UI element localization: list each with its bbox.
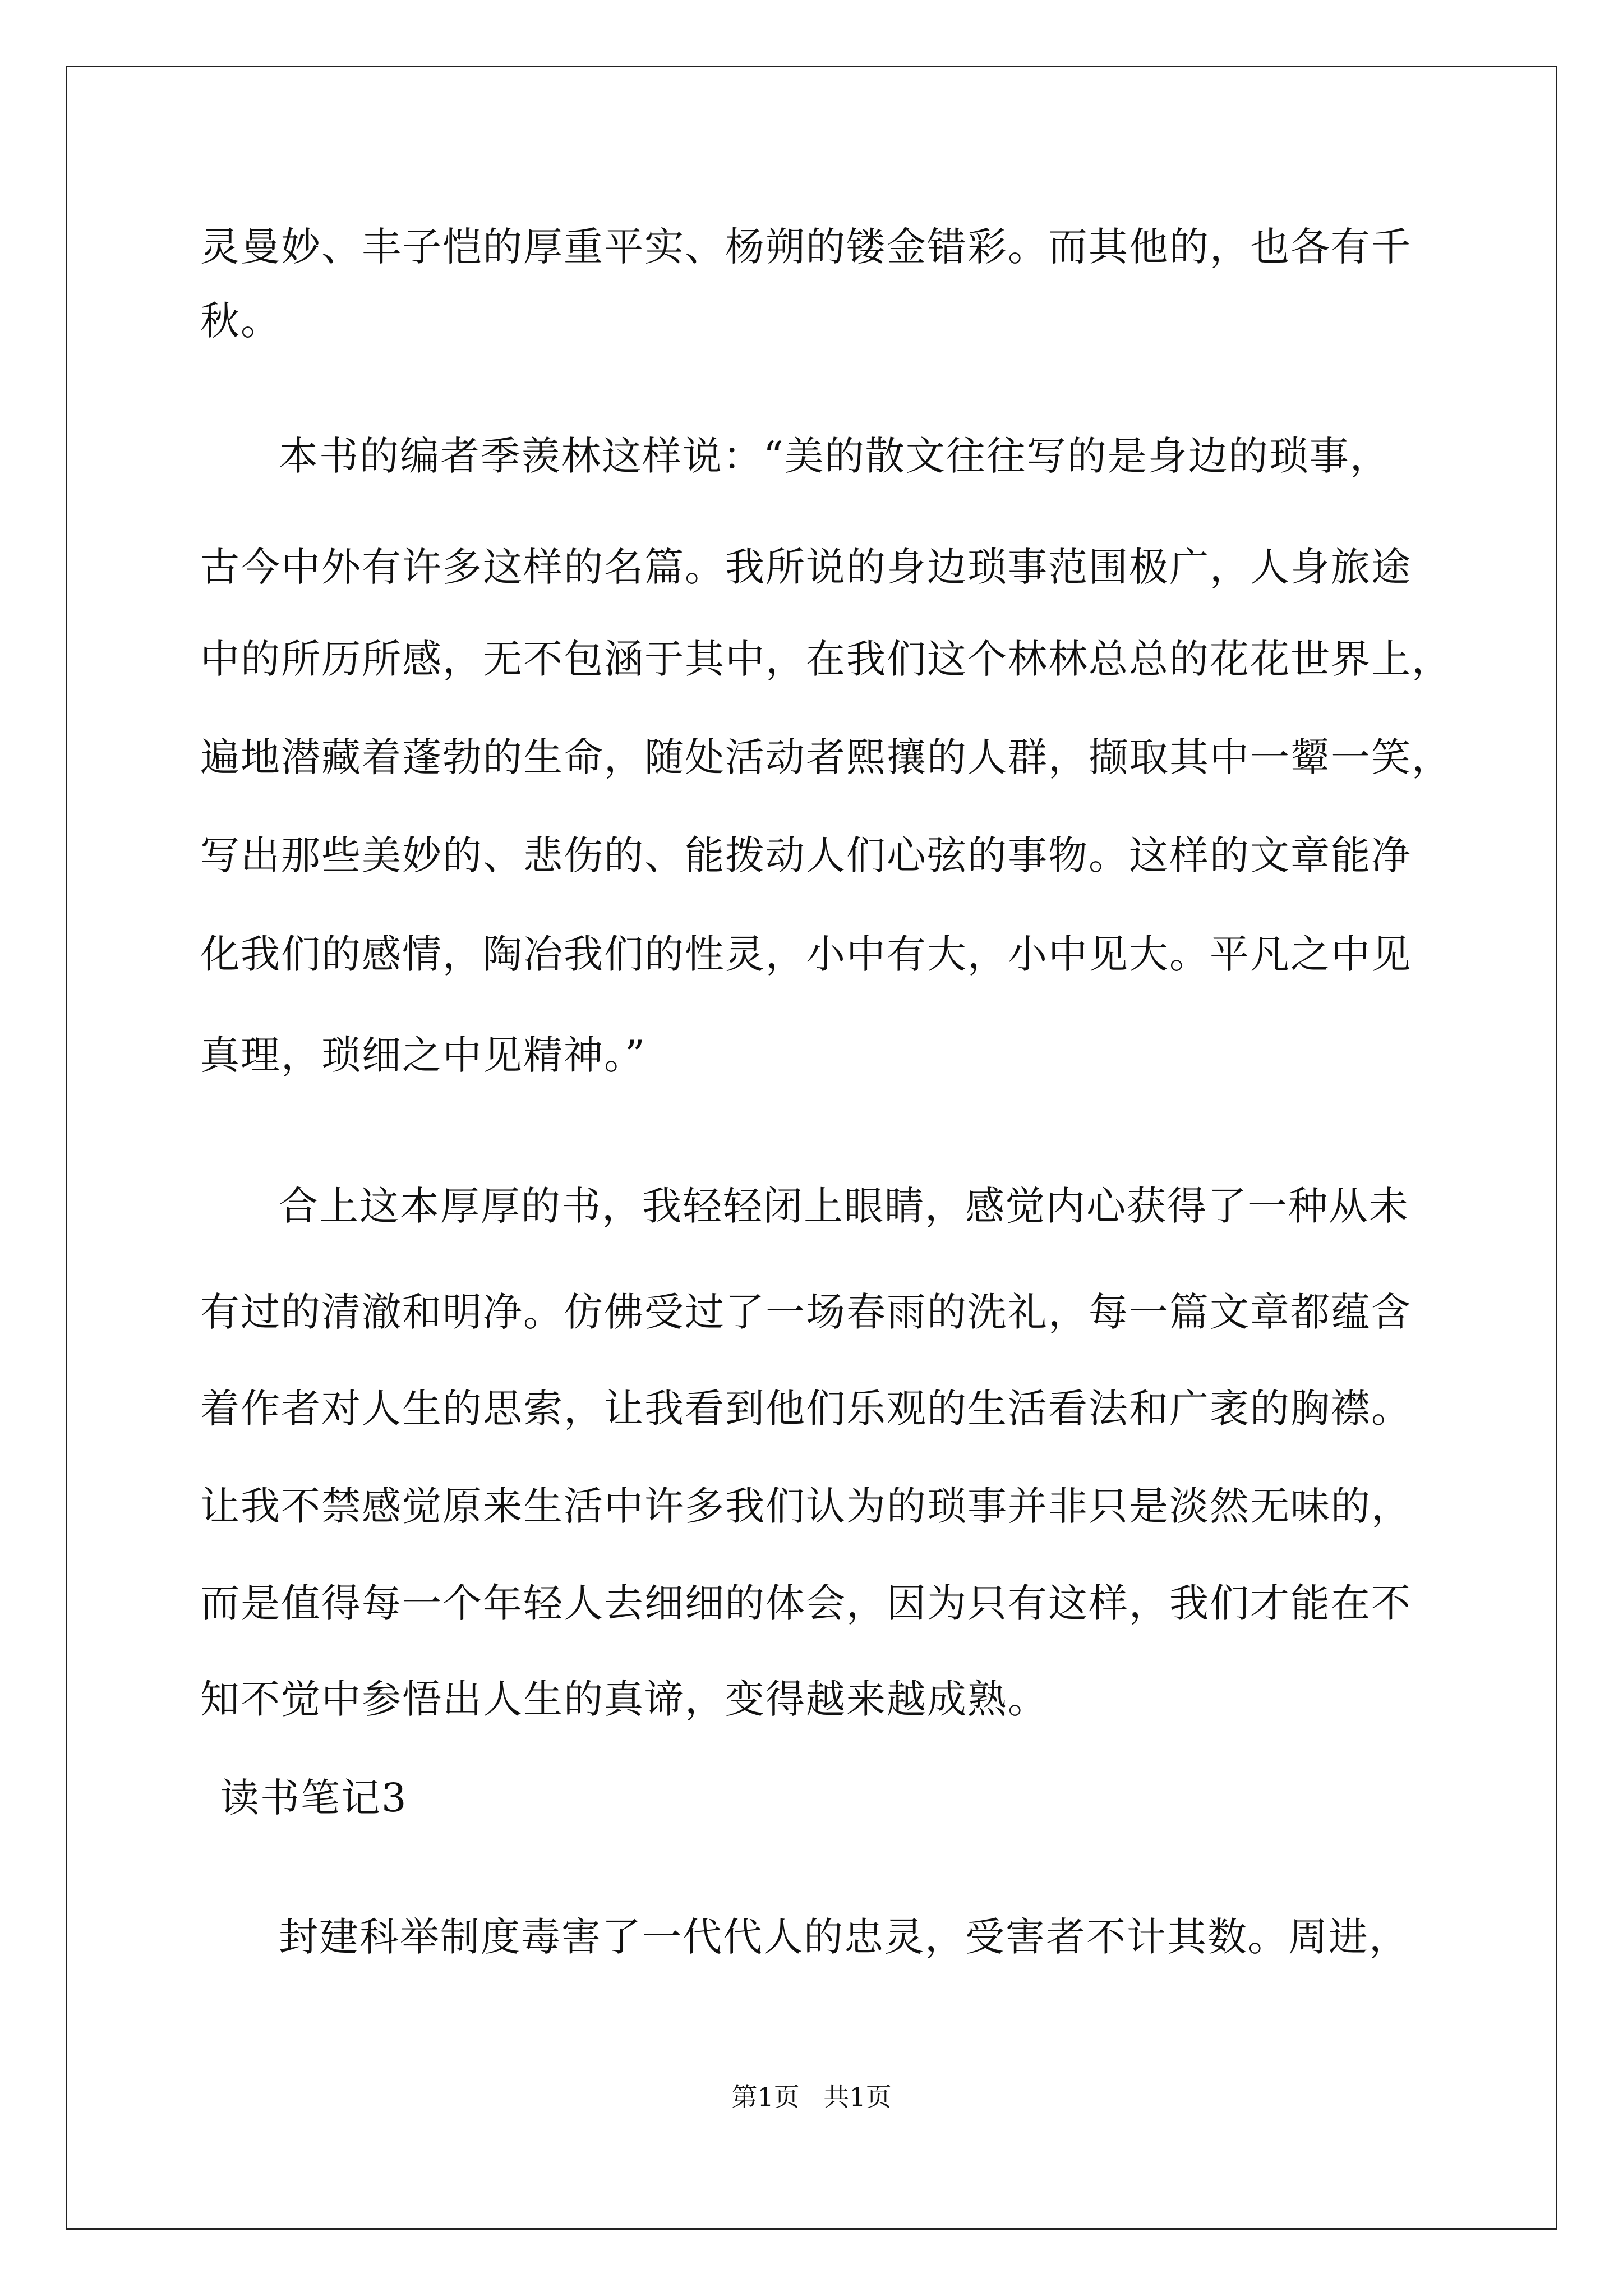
text-line: 灵曼妙、丰子恺的厚重平实、杨朔的镂金错彩。而其他的，也各有千	[200, 224, 1412, 270]
page-footer	[0, 2080, 1623, 2114]
text-line: 中的所历所感，无不包涵于其中，在我们这个林林总总的花花世界上，	[200, 636, 1452, 682]
text-line: 着作者对人生的思索，让我看到他们乐观的生活看法和广袤的胸襟。	[200, 1386, 1412, 1432]
text-line: 化我们的感情，陶冶我们的性灵，小中有大，小中见大。平凡之中见	[200, 931, 1412, 977]
page-total: 共1页	[823, 2082, 892, 2112]
page-border	[66, 66, 1557, 2230]
text-line: 秋。	[200, 298, 281, 344]
text-line: 真理，琐细之中见精神。”	[200, 1032, 646, 1078]
page-number: 第1页	[731, 2082, 800, 2112]
text-line: 而是值得每一个年轻人去细细的体会，因为只有这样，我们才能在不	[200, 1580, 1412, 1626]
text-line: 有过的清澈和明净。仿佛受过了一场春雨的洗礼，每一篇文章都蕴含	[200, 1289, 1412, 1335]
paragraph-first-line: 合上这本厚厚的书，我轻轻闭上眼睛，感觉内心获得了一种从未	[279, 1183, 1409, 1229]
section-heading: 读书笔记3	[220, 1775, 408, 1821]
paragraph-first-line: 封建科举制度毒害了一代代人的忠灵，受害者不计其数。周进，	[279, 1914, 1409, 1960]
paragraph-first-line: 本书的编者季羡林这样说：“美的散文往往写的是身边的琐事，	[279, 433, 1390, 479]
text-line: 古今中外有许多这样的名篇。我所说的身边琐事范围极广，人身旅途	[200, 544, 1412, 590]
text-line: 遍地潜藏着蓬勃的生命，随处活动者熙攘的人群，撷取其中一颦一笑，	[200, 734, 1452, 780]
text-line: 知不觉中参悟出人生的真谛，变得越来越成熟。	[200, 1676, 1048, 1722]
text-line: 让我不禁感觉原来生活中许多我们认为的琐事并非只是淡然无味的，	[200, 1483, 1412, 1529]
text-line: 写出那些美妙的、悲伤的、能拨动人们心弦的事物。这样的文章能净	[200, 832, 1412, 878]
